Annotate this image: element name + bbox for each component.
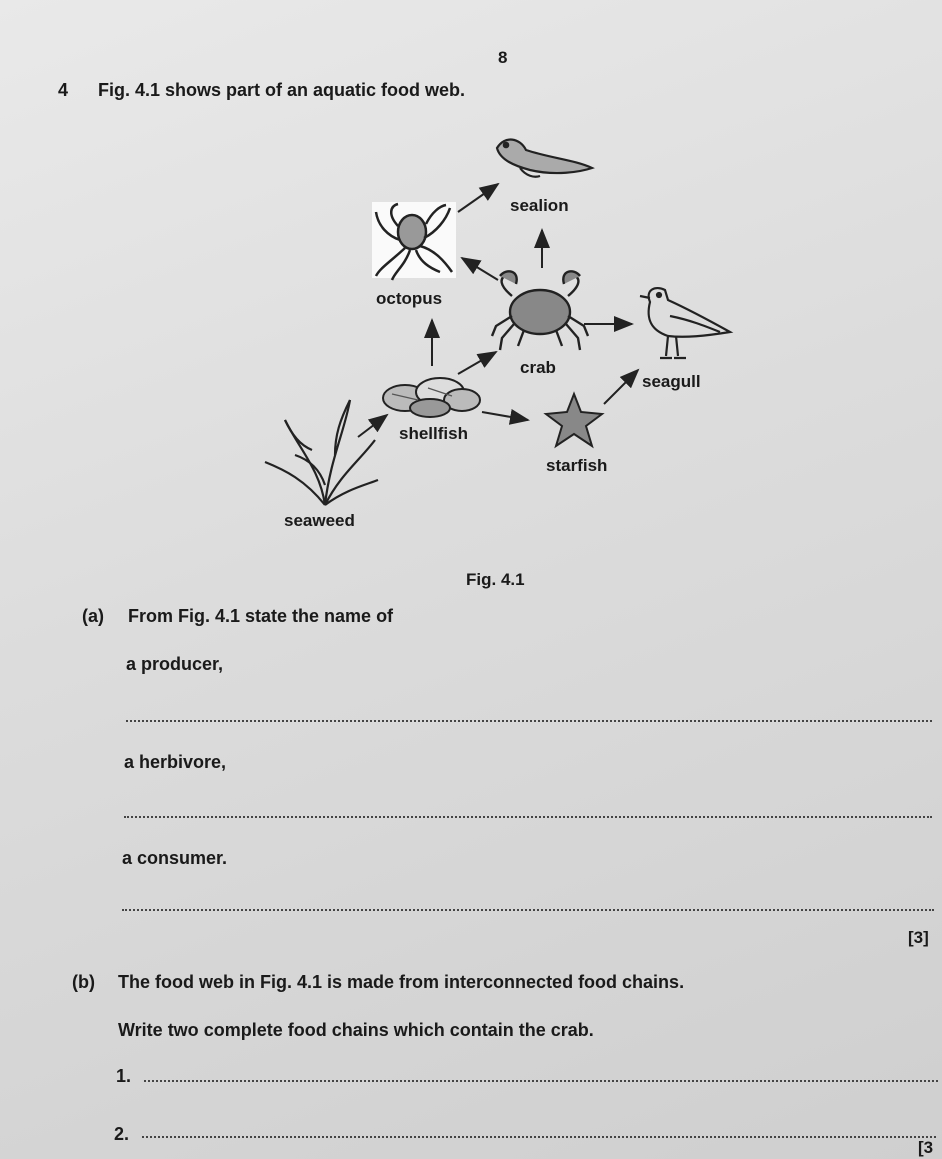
part-a-item-consumer: a consumer. [122,848,228,868]
crab-icon [492,271,588,350]
arrow-shellfish-starfish [482,412,528,420]
answer-line-producer[interactable] [126,720,932,722]
octopus-icon [372,202,456,280]
answer-line-herbivore[interactable] [124,816,932,818]
question-number: 4 [58,80,69,100]
page-number: 8 [498,48,508,67]
part-b-label: (b) [72,972,95,992]
part-b-instruction-pre: Write [118,1020,168,1040]
part-b-marks: [3 [918,1138,934,1157]
seagull-icon [640,288,730,358]
part-a-item-producer: a producer, [126,654,224,674]
chain-1-label: 1. [116,1066,132,1086]
label-shellfish: shellfish [399,424,468,443]
answer-line-chain-1[interactable] [144,1080,938,1082]
arrow-octopus-sealion [458,184,498,212]
starfish-icon [546,394,602,446]
label-seagull: seagull [642,372,701,391]
answer-line-consumer[interactable] [122,909,934,911]
answer-line-chain-2[interactable] [142,1136,936,1138]
part-b-instruction [118,1020,594,1041]
part-b-instruction-post: complete food chains which contain the crab. [198,1020,594,1040]
part-a-prompt: From Fig. 4.1 state the name of [128,606,394,626]
sealion-icon [497,140,592,177]
part-a-item-herbivore: a herbivore, [124,752,227,772]
label-seaweed: seaweed [284,511,355,530]
part-a-label: (a) [82,606,104,626]
label-crab: crab [520,358,556,377]
part-b-instruction-bold: two [167,1020,199,1040]
chain-2-label: 2. [114,1124,130,1144]
shellfish-icon [383,378,480,417]
label-sealion: sealion [510,196,569,215]
arrow-seaweed-shellfish [358,415,387,437]
label-starfish: starfish [546,456,608,475]
part-b-prompt: The food web in Fig. 4.1 is made from interconnected food chains. [118,972,685,992]
arrow-shellfish-crab [458,352,496,374]
part-a-marks: [3] [908,928,929,947]
seaweed-icon [265,400,378,505]
figure-caption: Fig. 4.1 [466,570,525,589]
question-intro: Fig. 4.1 shows part of an aquatic food web. [98,80,466,100]
arrow-crab-octopus [462,258,498,280]
label-octopus: octopus [376,289,443,308]
arrow-starfish-seagull [604,370,638,404]
